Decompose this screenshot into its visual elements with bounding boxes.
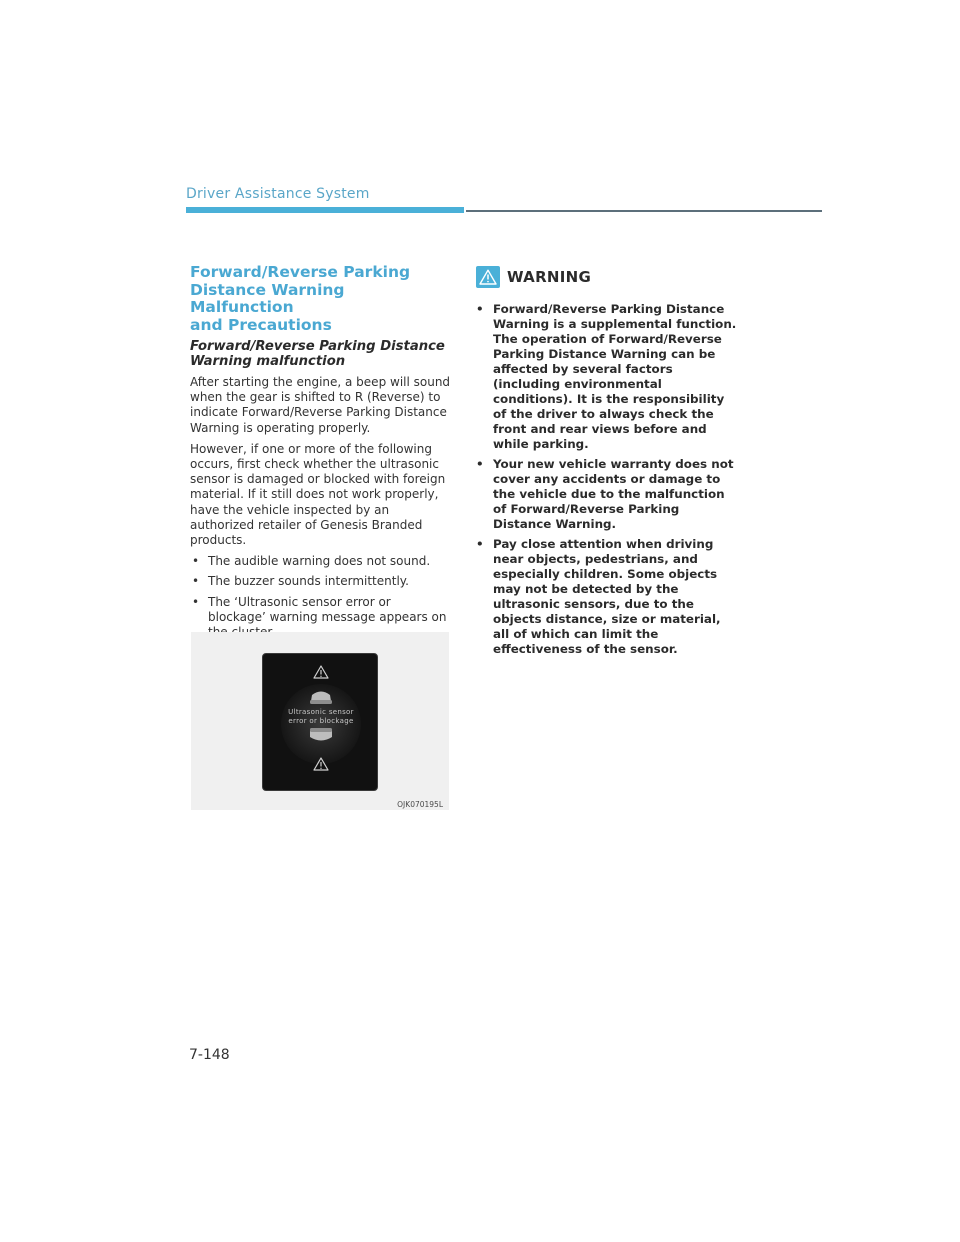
figure-code: OJK070195L — [397, 800, 443, 809]
section-title-line: and Precautions — [190, 315, 332, 334]
cluster-display — [262, 653, 378, 791]
warning-item — [476, 302, 738, 452]
warning-item-text: Forward/Reverse Parking Distance Warning is a supplemental function. The operation of Forward/Reverse Parking Distance Warning can be affected by several factors (including environmental conditions). It is the responsibility of the driver to always check the front and rear views before and while parking. — [493, 302, 737, 451]
section-title-line: Forward/Reverse Parking — [190, 263, 411, 281]
warning-list — [476, 302, 738, 657]
rear-warning-triangle-icon — [313, 757, 329, 771]
page-number: 7-148 — [189, 1047, 230, 1063]
subsection-title — [190, 339, 452, 369]
list-item-text: The buzzer sounds intermittently. — [208, 574, 409, 589]
bullet-icon: • — [192, 574, 200, 589]
warning-item-text: Pay close attention when driving near objects, pedestrians, and especially children. Some objects may not be detected by the ultrasonic sensors, due to the objects distance, size or material, all of which can limit the effectiveness of the sensor. — [493, 537, 721, 656]
bullet-icon: • — [476, 537, 484, 551]
header-rule — [466, 210, 822, 212]
list-item-text: The ‘Ultrasonic sensor error or blockage’ warning message appears on — [208, 594, 447, 624]
symptom-list — [190, 554, 452, 640]
list-item — [190, 554, 452, 569]
screen-message-line: Ultrasonic sensor — [288, 708, 354, 716]
warning-box — [476, 266, 738, 662]
subsection-title-line: Forward/Reverse Parking Distance — [190, 339, 445, 354]
left-column — [190, 264, 452, 645]
warning-triangle-icon — [476, 266, 500, 288]
screen-message-line: error or blockage — [288, 717, 354, 725]
front-warning-triangle-icon — [313, 665, 329, 679]
header-accent-bar — [186, 207, 464, 213]
list-item — [190, 574, 452, 589]
warning-item — [476, 457, 738, 532]
bullet-icon: • — [476, 302, 484, 316]
bullet-icon: • — [192, 594, 200, 609]
subsection-title-line: Warning malfunction — [190, 354, 346, 369]
section-title-line: Distance Warning Malfunction — [190, 280, 345, 316]
paragraph: However, if one or more of the following occurs, first check whether the ultrasonic sensor is damaged or blocked with foreign material. If it still does not work properly, have the vehicle inspected by an authorized retailer of Genesis Branded products. — [190, 441, 446, 548]
cluster-figure — [191, 632, 449, 810]
section-title — [190, 264, 452, 334]
warning-header — [476, 266, 738, 288]
list-item-text: The audible warning does not sound. — [208, 554, 431, 569]
warning-item — [476, 537, 738, 657]
bullet-icon: • — [476, 457, 484, 471]
warning-label: WARNING — [507, 268, 592, 286]
paragraph: After starting the engine, a beep will sound when the gear is shifted to R (Reverse) to indicate Forward/Reverse Parking Distance Warning is operating properly. — [190, 375, 451, 435]
bullet-icon: • — [192, 554, 200, 569]
running-header: Driver Assistance System — [186, 186, 370, 202]
warning-item-text: Your new vehicle warranty does not cover any accidents or damage to the vehicle due to the malfunction of Forward/Reverse Parking Distance Warning. — [493, 457, 734, 531]
